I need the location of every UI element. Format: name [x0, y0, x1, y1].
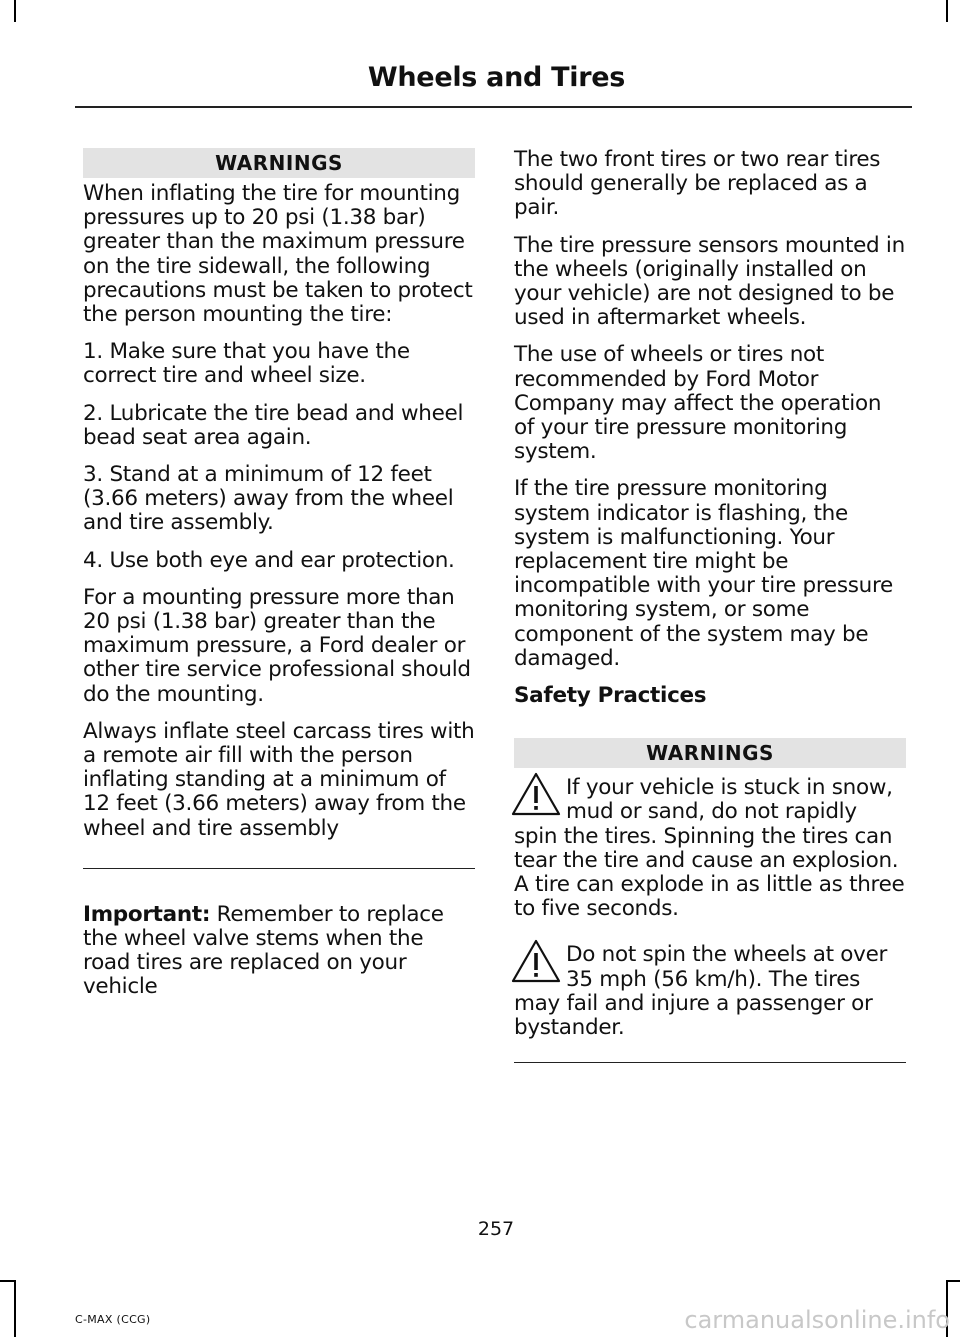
warning-paragraph: For a mounting pressure more than 20 psi (1.38 bar) greater than the maximum pressure, a Ford dealer or other tire service professional should do the mounting.: [83, 584, 471, 707]
warnings-header: WARNINGS: [83, 148, 475, 178]
page-number: 257: [477, 1218, 515, 1240]
warnings-header: WARNINGS: [514, 738, 906, 768]
warning-paragraph: Always inflate steel carcass tires with a remote air fill with the person inflating standing at a minimum of 12 feet (3.66 meters) away from the wheel and tire assembly: [83, 718, 475, 841]
right-column: [514, 148, 906, 1097]
crop-mark-bottom-left-h: [0, 1280, 16, 1282]
crop-mark-bottom-right-h: [946, 1280, 960, 1282]
warning-paragraph: When inflating the tire for mounting pressures up to 20 psi (1.38 bar) greater than the maximum pressure on the tire sidewall, the following precautions must be taken to protect the person mounting the tire:: [83, 181, 473, 328]
body-paragraph: If the tire pressure monitoring system indicator is flashing, the system is malfunctioning. Your replacement tire might be incompatible with your tire pressure monitoring system, or some component of the system may be damaged.: [514, 476, 893, 671]
body-paragraph: The use of wheels or tires not recommended by Ford Motor Company may affect the operation of your tire pressure monitoring system.: [514, 342, 882, 465]
important-text: Remember to replace the wheel valve stems when the road tires are replaced on your vehicle: [83, 901, 444, 1000]
warning-triangle-icon: [510, 937, 562, 985]
warning-triangle-icon: [510, 770, 562, 818]
crop-mark-top-right: [946, 0, 948, 22]
crop-mark-top-left: [14, 0, 16, 22]
body-paragraph: The two front tires or two rear tires should generally be replaced as a pair.: [514, 147, 881, 221]
warning-item: [514, 943, 906, 1040]
important-label: Important:: [83, 901, 211, 927]
crop-mark-bottom-left: [14, 1280, 16, 1337]
model-code: C-MAX (CCG): [75, 1313, 151, 1326]
important-note: [83, 903, 475, 1000]
watermark: carmanualsonline.info: [684, 1306, 950, 1334]
warning-step-1: 1. Make sure that you have the correct tire and wheel size.: [83, 339, 410, 389]
body-paragraph: The tire pressure sensors mounted in the wheels (originally installed on your vehicle) are not designed to be used in aftermarket wheels.: [514, 232, 905, 331]
section-heading: Safety Practices: [514, 683, 707, 709]
warning-step-4: 4. Use both eye and ear protection.: [83, 547, 455, 573]
header-rule: [75, 106, 912, 108]
warning-end-rule: [83, 868, 475, 869]
page-title: Wheels and Tires: [367, 62, 625, 93]
warning-text: If your vehicle is stuck in snow, mud or sand, do not rapidly spin the tires. Spinning the tires can tear the tire and cause an explosion. A tire can explode in as little as three to five seconds.: [514, 775, 905, 922]
warning-step-3: 3. Stand at a minimum of 12 feet (3.66 meters) away from the wheel and tire assembly.: [83, 462, 454, 536]
left-column: [83, 148, 475, 1013]
warning-step-2: 2. Lubricate the tire bead and wheel bead seat area again.: [83, 400, 464, 450]
warning-end-rule: [514, 1062, 906, 1063]
warning-item: [514, 776, 906, 921]
warning-text: Do not spin the wheels at over 35 mph (56 km/h). The tires may fail and injure a passenger or bystander.: [514, 942, 888, 1041]
